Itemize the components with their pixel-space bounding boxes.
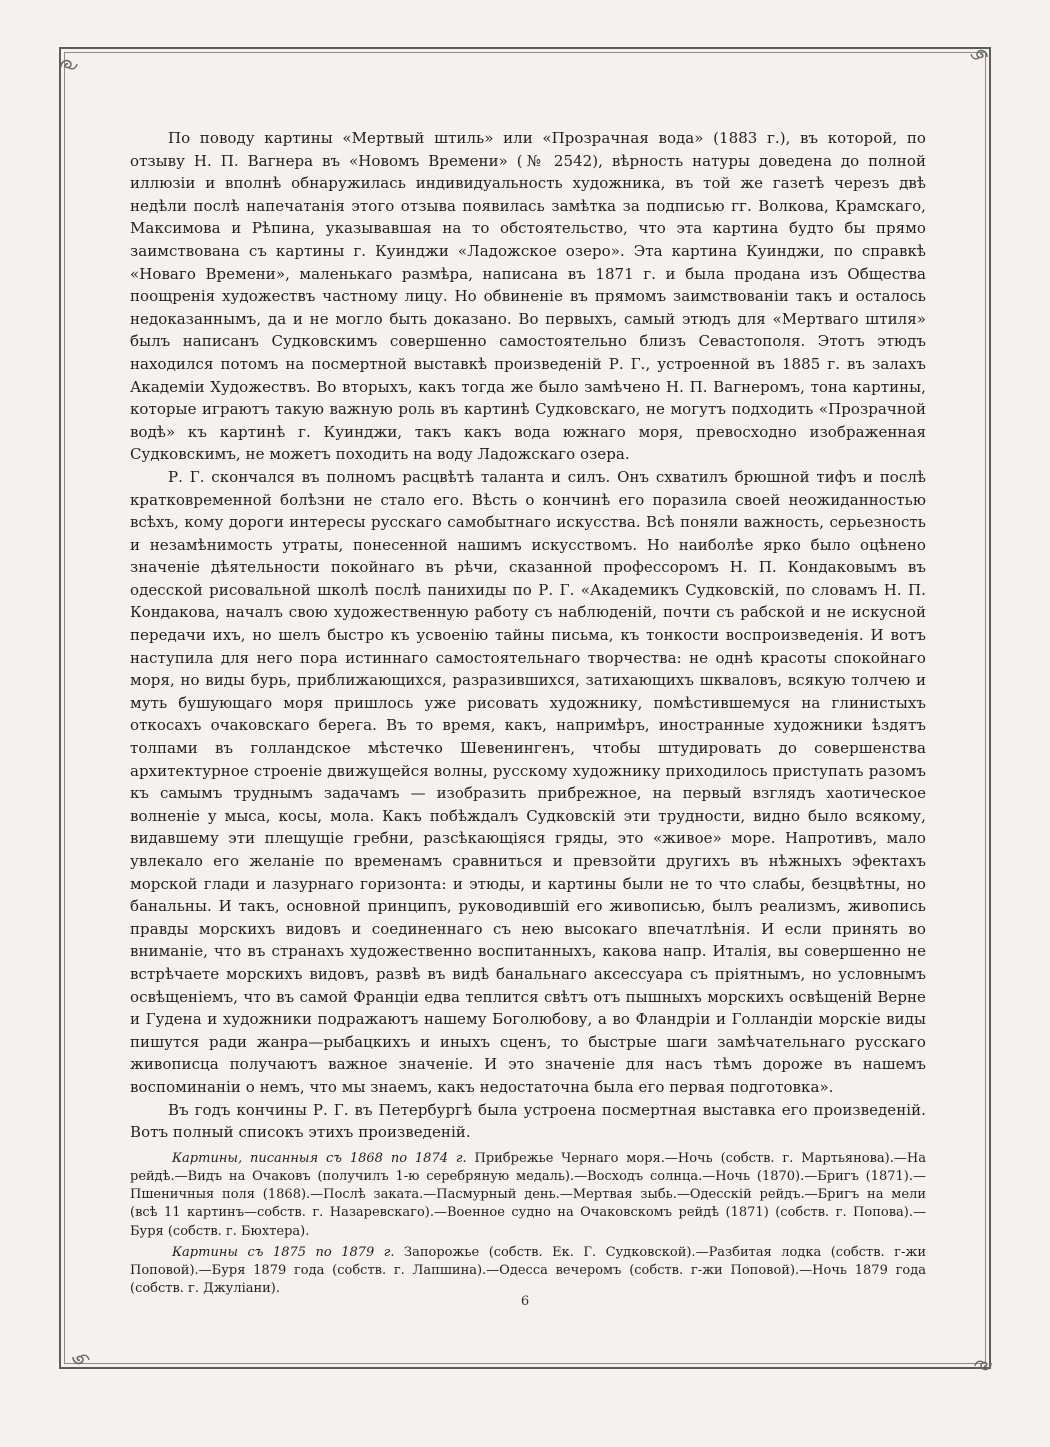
corner-ornament-icon xyxy=(58,56,80,78)
body-paragraph: Въ годъ кончины Р. Г. въ Петербургѣ была устроена посмертная выставка его произведеній. Вотъ полный списокъ этихъ произведеній. xyxy=(130,1100,926,1142)
note-text: Запорожье (собств. Ек. Г. Судковской).—Разбитая лодка (собств. г-жи Поповой).—Буря 1879 года (собств. г. Лапшина).—Одесса вечеромъ (собств. г-жи Поповой).—Ночь 1879 года (собств. г. Джуліани). xyxy=(130,1244,926,1297)
page-number: 6 xyxy=(520,1294,530,1309)
note-label: Картины, писанныя съ 1868 по 1874 г. xyxy=(172,1150,467,1166)
corner-ornament-icon xyxy=(968,46,990,68)
corner-ornament-icon xyxy=(70,1346,92,1368)
corner-ornament-icon xyxy=(972,1352,994,1374)
body-paragraph: По поводу картины «Мертвый штиль» или «Прозрачная вода» (1883 г.), въ которой, по отзыву Н. П. Вагнера въ «Новомъ Времени» (№ 2542), вѣрность натуры доведена до полной иллюзіи и вполнѣ обнаружилась индивидуальность художника, въ той же газетѣ черезъ двѣ недѣли послѣ напечатанія этого отзыва появилась замѣтка за подписью гг. Волкова, Крамскаго, Максимова и Рѣпина, указывавшая на то обстоятельство, что эта картина будто бы прямо заимствована съ картины г. Куинджи «Ладожское озеро». Эта картина Куинджи, по справкѣ «Новаго Времени», маленькаго размѣра, написана въ 1871 г. и была продана изъ Общества поощренія художествъ частному лицу. Но обвиненіе въ прямомъ заимствованіи такъ и осталось недоказаннымъ, да и не могло быть доказано. Во первыхъ, самый этюдъ для «Мертваго штиля» былъ написанъ Судковскимъ совершенно самостоятельно близъ Севастополя. Этотъ этюдъ находился потомъ на посмертной выставкѣ произведеній Р. Г., устроенной въ 1885 г. въ залахъ Академіи Художествъ. Во вторыхъ, какъ тогда же было замѣчено Н. П. Вагнеромъ, тона картины, которые играютъ такую важную роль въ картинѣ Судковскаго, не могутъ подходить «Прозрачной водѣ» къ картинѣ г. Куинджи, такъ какъ вода южнаго моря, превосходно изображенная Судковскимъ, не можетъ походить на воду Ладожскаго озера. xyxy=(130,129,926,464)
body-paragraph: Р. Г. скончался въ полномъ расцвѣтѣ таланта и силъ. Онъ схватилъ брюшной тифъ и послѣ кратковременной болѣзни не стало его. Вѣсть о кончинѣ его поразила своей неожиданностью всѣхъ, кому дороги интересы русскаго самобытнаго искусства. Всѣ поняли важность, серьезность и незамѣнимость утраты, понесенной нашимъ искусствомъ. Но наиболѣе ярко было оцѣнено значеніе дѣятельности покойнаго въ рѣчи, сказанной профессоромъ Н. П. Кондаковымъ въ одесской рисовальной школѣ послѣ панихиды по Р. Г. «Академикъ Судковскій, по словамъ Н. П. Кондакова, началъ свою художественную работу съ наблюденій, почти съ рабской и не искусной передачи ихъ, но шелъ быстро къ усвоенію тайны письма, къ тонкости воспроизведенія. И вотъ наступила для него пора истиннаго самостоятельнаго творчества: не однѣ красоты спокойнаго моря, но виды бурь, приближающихся, разразившихся, затихающихъ шкваловъ, всякую толчею и муть бушующаго моря пришлось уже рисовать художнику, помѣстившемуся на глинистыхъ откосахъ очаковскаго берега. Въ то время, какъ, напримѣръ, иностранные художники ѣздятъ толпами въ голландское мѣстечко Шевенингенъ, чтобы штудировать до совершенства архитектурное строеніе движущейся волны, русскому художнику приходилось приступать разомъ къ самымъ труднымъ задачамъ — изобразить прибрежное, на первый взглядъ хаотическое волненіе у мыса, косы, мола. Какъ побѣждалъ Судковскій эти трудности, видно было всякому, видавшему эти плещущіе гребни, разсѣкающіяся гряды, это «живое» море. Напротивъ, мало увлекало его желаніе по временамъ сравниться и превзойти другихъ въ нѣжныхъ эфектахъ морской глади и лазурнаго горизонта: и этюды, и картины были не то что слабы, безцвѣтны, но банальны. И такъ, основной принципъ, руководившій его живописью, былъ реализмъ, живопись правды морскихъ видовъ и соединеннаго съ нею высокаго впечатлѣнія. И если принять во вниманіе, что въ странахъ художественно воспитанныхъ, какова напр. Италія, вы совершенно не встрѣчаете морскихъ видовъ, развѣ въ видѣ банальнаго аксессуара съ пріятнымъ, но условнымъ освѣщеніемъ, что въ самой Франціи едва теплится свѣтъ отъ пышныхъ морскихъ освѣщеній Верне и Гудена и художники подражаютъ нашему Боголюбову, а во Фландріи и Голландіи морскіе виды пишутся ради жанра—рыбацкихъ и иныхъ сценъ, то быстрые шаги замѣчательнаго русскаго живописца получаютъ важное значеніе. И это значеніе для насъ тѣмъ дороже въ нашемъ воспоминаніи о немъ, что мы знаемъ, какъ недостаточна была его первая подготовка». xyxy=(130,467,926,1096)
note-label: Картины съ 1875 по 1879 г. xyxy=(172,1244,395,1260)
note-text: Прибрежье Чернаго моря.—Ночь (собств. г. Мартьянова).—На рейдѣ.—Видъ на Очаковъ (получилъ 1-ю серебряную медаль).—Восходъ солнца.—Ночь (1870).—Бригъ (1871).—Пшеничныя поля (1868).—Послѣ заката.—Пасмурный день.—Мертвая зыбь.—Одесскій рейдъ.—Бригъ на мели (всѣ 11 картинъ—собств. г. Назаревскаго).—Военное судно на Очаковскомъ рейдѣ (1871) (собств. г. Попова).—Буря (собств. г. Бюхтера). xyxy=(130,1150,926,1239)
document-body xyxy=(130,127,926,1298)
works-list-note xyxy=(130,1244,926,1299)
works-list-note xyxy=(130,1150,926,1241)
